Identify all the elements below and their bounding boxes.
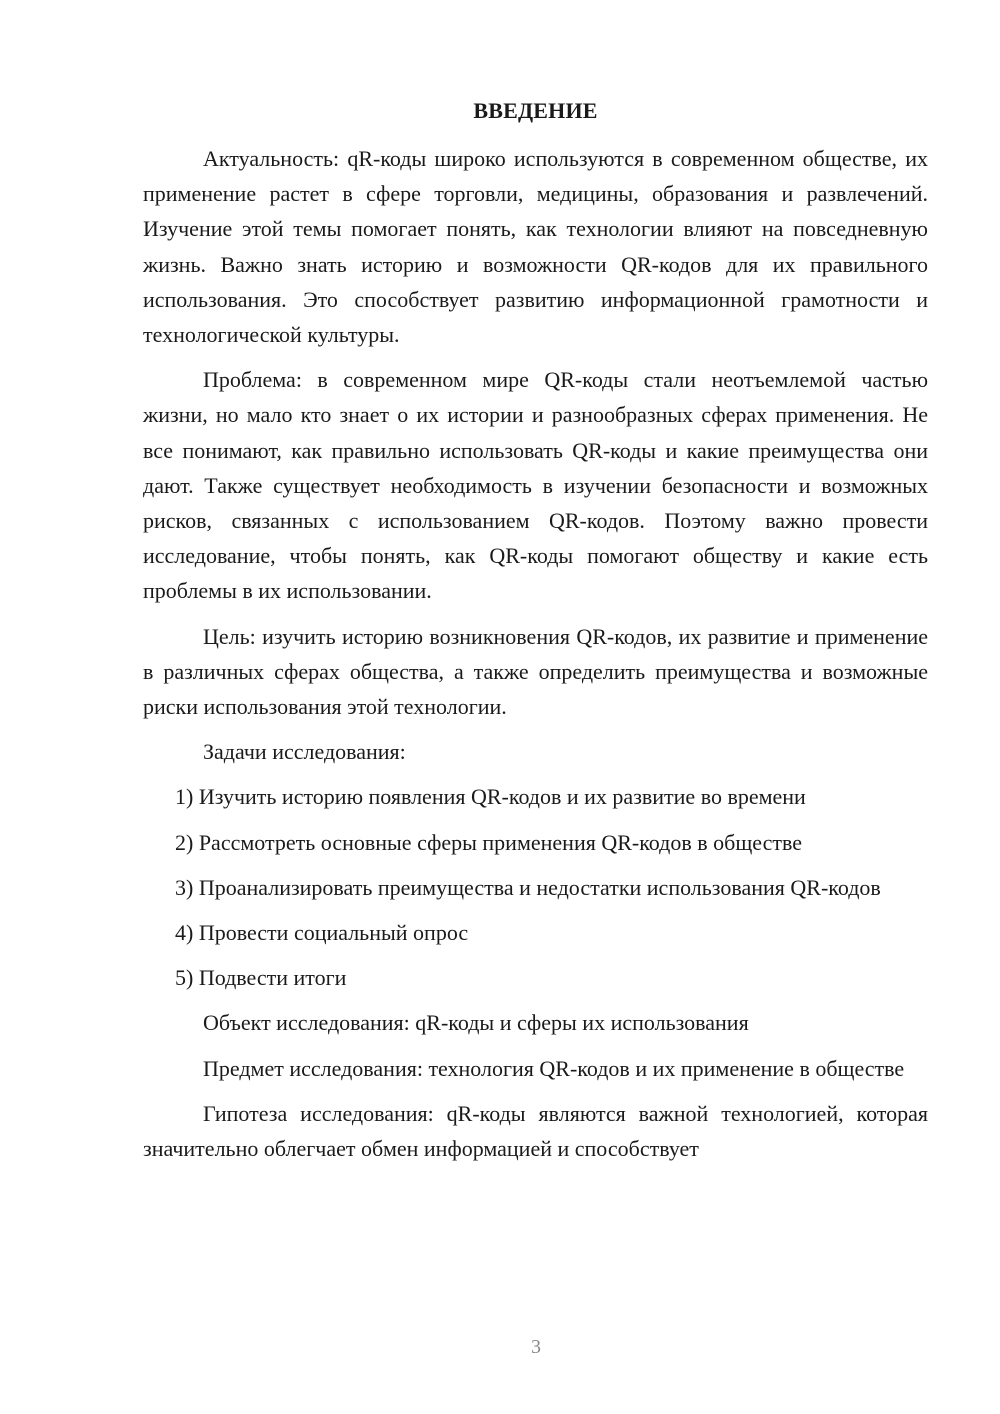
paragraph-hypothesis: Гипотеза исследования: qR-коды являются важной технологией, которая значительно облегчает обмен информацией и способствует [143,1100,928,1162]
paragraph-relevance: Актуальность: qR-коды широко используются в современном обществе, их применение растет в сфере торговли, медицины, образования и развлечений. Изучение этой темы помогает понять, как технологии влияют на повседневную жизнь. Важно знать историю и возможности QR-кодов для их правильного использования. Это способствует развитию информационной грамотности и технологической культуры. [143,146,928,348]
tasks-title: Задачи исследования: [203,739,406,765]
paragraph-subject: Предмет исследования: технология QR-кодов и их применение в обществе [203,1055,905,1081]
task-item-3: 3) Проанализировать преимущества и недостатки использования QR-кодов [175,874,881,900]
paragraph-object: Объект исследования: qR-коды и сферы их использования [203,1010,749,1036]
paragraph-goal: Цель: изучить историю возникновения QR-кодов, их развитие и применение в различных сферах общества, а также определить преимущества и возможные риски использования этой технологии. [143,623,928,720]
paragraph-problem: Проблема: в современном мире QR-коды стали неотъемлемой частью жизни, но мало кто знает о их истории и разнообразных сферах применения. Не все понимают, как правильно использовать QR-коды и какие преимущества они дают. Также существует необходимость в изучении безопасности и возможных рисков, связанных с использованием QR-кодов. Поэтому важно провести исследование, чтобы понять, как QR-коды помогают обществу и какие есть проблемы в их использовании. [143,367,928,604]
task-item-5: 5) Подвести итоги [175,965,347,991]
task-item-2: 2) Рассмотреть основные сферы применения QR-кодов в обществе [175,829,802,855]
task-item-1: 1) Изучить историю появления QR-кодов и их развитие во времени [175,784,806,810]
section-heading: ВВЕДЕНИЕ [473,98,598,123]
page-number: 3 [531,1336,541,1358]
task-item-4: 4) Провести социальный опрос [175,920,469,946]
document-body [143,141,928,1166]
